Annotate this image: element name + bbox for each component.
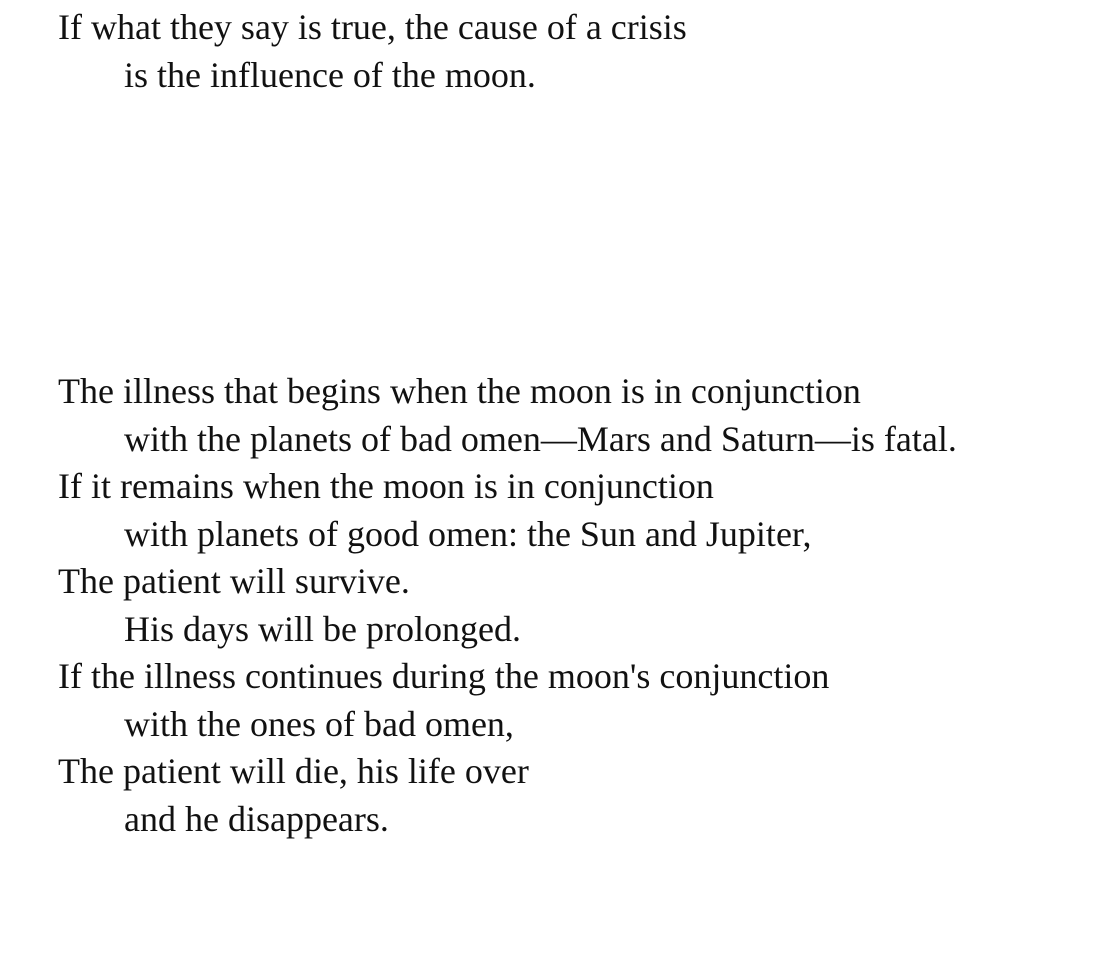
poem-line-indented: with the planets of bad omen—Mars and Saturn—is fatal.	[124, 418, 957, 459]
poem-line: The patient will die, his life over	[58, 751, 529, 791]
stanza-2	[58, 368, 957, 843]
stanza-1	[58, 4, 687, 99]
poem-line: If what they say is true, the cause of a crisis	[58, 7, 687, 47]
poem-line: If the illness continues during the moon's conjunction	[58, 656, 830, 696]
poem-line-indented: with planets of good omen: the Sun and Jupiter,	[124, 513, 812, 554]
poem-line: If it remains when the moon is in conjunction	[58, 466, 714, 506]
poem-line: The patient will survive.	[58, 561, 410, 601]
poem-line-indented: is the influence of the moon.	[124, 54, 536, 95]
poem-line-indented: His days will be prolonged.	[124, 608, 521, 649]
poem-line-indented: with the ones of bad omen,	[124, 703, 514, 744]
poem-line: The illness that begins when the moon is in conjunction	[58, 371, 861, 411]
poem-line-indented: and he disappears.	[124, 798, 389, 839]
